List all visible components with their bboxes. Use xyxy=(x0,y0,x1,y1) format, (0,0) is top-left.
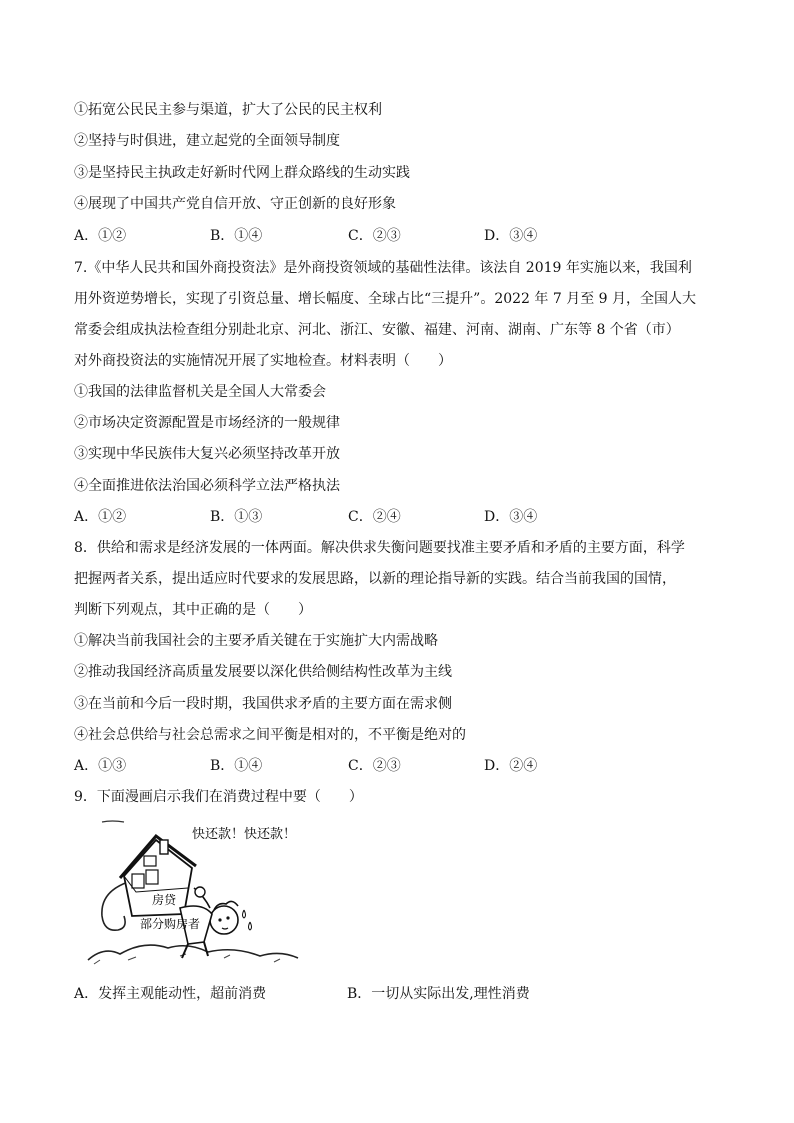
q8-choice-b[interactable]: B．①④ xyxy=(210,758,263,774)
person-label: 部分购房者 xyxy=(140,917,201,931)
q6-choice-d[interactable]: D．③④ xyxy=(484,228,538,244)
q8-choice-d[interactable]: D．②④ xyxy=(484,758,538,774)
ground-line xyxy=(88,945,298,960)
house-label: 房贷 xyxy=(152,893,177,907)
q7-choice-c[interactable]: C．②④ xyxy=(348,509,401,525)
q6-choice-a[interactable]: A．①② xyxy=(74,228,127,244)
q7-stem-line-2: 用外资逆势增长，实现了引资总量、增长幅度、全球占比“三提升”。2022 年 7 月至 9 月，全国人大 xyxy=(74,291,697,307)
q7-choice-a[interactable]: A．①② xyxy=(74,509,127,525)
q6-option-3: ③是坚持民主执政走好新时代网上群众路线的生动实践 xyxy=(74,165,410,181)
q7-stem-line-4: 对外商投资法的实施情况开展了实地检查。材料表明（ ） xyxy=(74,353,452,369)
speech-bubble-text: 快还款！快还款！ xyxy=(192,827,297,842)
q8-option-2: ②推动我国经济高质量发展要以深化供给侧结构性改革为主线 xyxy=(74,664,452,680)
ground-strokes xyxy=(94,954,280,964)
q6-choice-c[interactable]: C．②③ xyxy=(348,228,401,244)
q6-option-4: ④展现了中国共产党自信开放、守正创新的良好形象 xyxy=(74,196,396,212)
q6-option-1: ①拓宽公民民主参与渠道，扩大了公民的民主权利 xyxy=(74,102,382,118)
q6-choice-b[interactable]: B．①④ xyxy=(210,228,263,244)
q9-choice-a[interactable]: A．发挥主观能动性，超前消费 xyxy=(74,986,267,1002)
q7-option-2: ②市场决定资源配置是市场经济的一般规律 xyxy=(74,415,340,431)
cartoon-border-mark xyxy=(102,821,124,822)
cord-icon xyxy=(102,882,128,930)
q8-stem-line-3: 判断下列观点，其中正确的是（ ） xyxy=(74,602,312,618)
q8-choice-c[interactable]: C．②③ xyxy=(348,758,401,774)
q9-stem: 9．下面漫画启示我们在消费过程中要（ ） xyxy=(74,789,363,805)
q7-choice-b[interactable]: B．①③ xyxy=(210,509,263,525)
q7-option-1: ①我国的法律监督机关是全国人大常委会 xyxy=(74,384,326,400)
q6-option-2: ②坚持与时俱进，建立起党的全面领导制度 xyxy=(74,133,340,149)
mortgage-cartoon xyxy=(84,818,314,968)
q8-option-4: ④社会总供给与社会总需求之间平衡是相对的，不平衡是绝对的 xyxy=(74,727,466,743)
q8-choice-a[interactable]: A．①③ xyxy=(74,758,127,774)
q7-option-4: ④全面推进依法治国必须科学立法严格执法 xyxy=(74,478,340,494)
q7-stem-line-1: 7.《中华人民共和国外商投资法》是外商投资领域的基础性法律。该法自 2019 年实施以来，我国利 xyxy=(74,260,692,276)
sweat-icon xyxy=(243,910,252,930)
q8-option-1: ①解决当前我国社会的主要矛盾关键在于实施扩大内需战略 xyxy=(74,633,438,649)
q8-stem-line-2: 把握两者关系，提出适应时代要求的发展思路，以新的理论指导新的实践。结合当前我国的国情， xyxy=(74,571,676,587)
q7-choice-d[interactable]: D．③④ xyxy=(484,509,538,525)
q9-choice-b[interactable]: B．一切从实际出发,理性消费 xyxy=(347,986,530,1002)
q7-stem-line-3: 常委会组成执法检查组分别赴北京、河北、浙江、安徽、福建、河南、湖南、广东等 8 个省（市） xyxy=(74,322,680,338)
q7-option-3: ③实现中华民族伟大复兴必须坚持改革开放 xyxy=(74,446,340,462)
q8-stem-line-1: 8．供给和需求是经济发展的一体两面。解决供求失衡问题要找准主要矛盾和矛盾的主要方面，科学 xyxy=(74,540,685,556)
q8-option-3: ③在当前和今后一段时期，我国供求矛盾的主要方面在需求侧 xyxy=(74,696,452,712)
